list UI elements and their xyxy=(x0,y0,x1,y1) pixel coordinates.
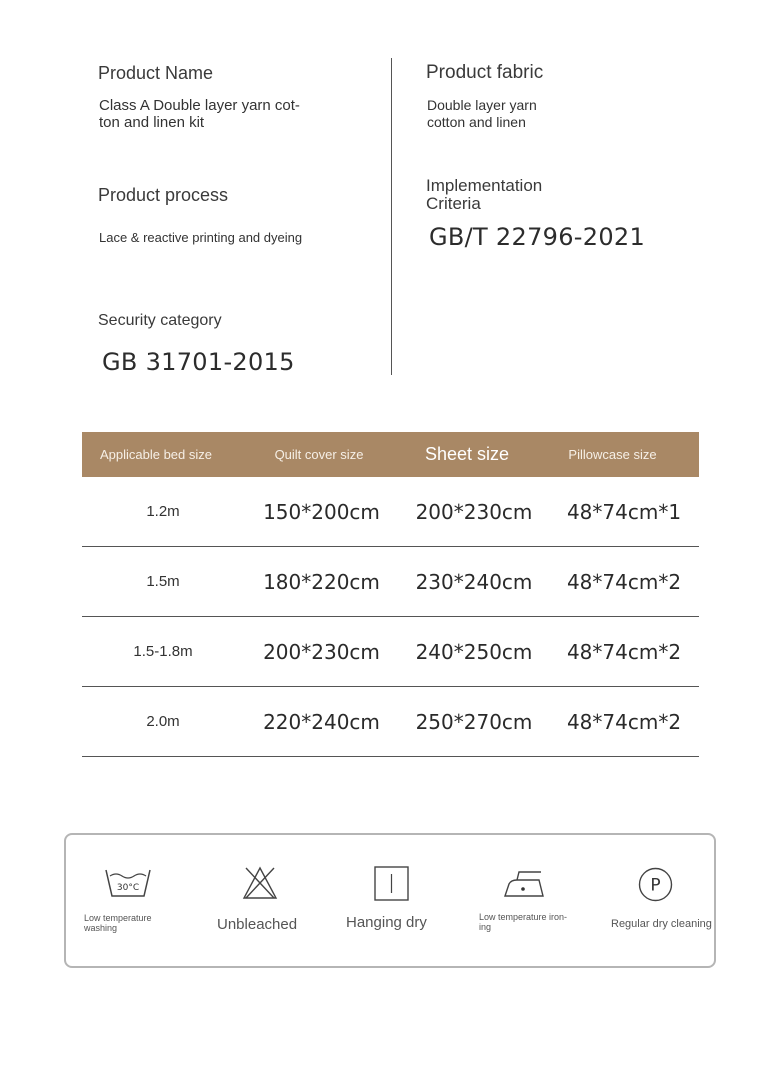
fabric-line1: Double layer yarn xyxy=(427,97,537,113)
cell-bed-size: 1.2m xyxy=(146,503,180,520)
cell-bed-size: 1.5m xyxy=(146,573,180,590)
cell-sheet-size: 250*270cm xyxy=(415,709,533,734)
cell-quilt-cover-size: 220*240cm xyxy=(263,709,380,734)
security-category-value: GB 31701-2015 xyxy=(102,348,295,376)
implementation-criteria-label xyxy=(426,177,542,213)
iron-label-line1: Low temperature iron- xyxy=(479,912,568,922)
cell-quilt-cover-size: 150*200cm xyxy=(263,499,380,524)
header-pillowcase-size: Pillowcase size xyxy=(568,447,657,462)
cell-quilt-cover-size: 200*230cm xyxy=(263,639,380,664)
product-process-label: Product process xyxy=(98,185,229,205)
care-label-unbleached: Unbleached xyxy=(217,916,298,933)
cell-quilt-cover-size: 180*220cm xyxy=(263,569,380,594)
cell-sheet-size: 200*230cm xyxy=(415,499,533,524)
wash-30-icon xyxy=(104,866,152,900)
product-name-line1: Class A Double layer yarn cot- xyxy=(99,97,300,114)
iron-low-icon xyxy=(503,868,545,900)
table-row xyxy=(82,477,699,547)
table-row xyxy=(82,547,699,617)
cell-pillowcase-size: 48*74cm*2 xyxy=(566,569,682,594)
care-label-ironing xyxy=(479,912,567,932)
cell-pillowcase-size: 48*74cm*2 xyxy=(566,709,682,734)
dry-clean-letter: P xyxy=(650,875,661,896)
table-row xyxy=(82,687,699,757)
cell-pillowcase-size: 48*74cm*2 xyxy=(566,639,682,664)
product-name-value xyxy=(99,97,300,131)
header-sheet-size: Sheet size xyxy=(424,444,510,464)
table-row xyxy=(82,617,699,687)
iron-label-line2: ing xyxy=(479,922,492,932)
implementation-criteria-value: GB/T 22796-2021 xyxy=(429,223,646,251)
column-divider xyxy=(391,58,392,375)
wash-label-line2: washing xyxy=(84,923,118,933)
size-table xyxy=(82,432,699,757)
security-category-label: Security category xyxy=(98,312,222,329)
wash-temp-text: 30°C xyxy=(116,883,140,893)
product-process-value: Lace & reactive printing and dyeing xyxy=(99,230,303,245)
cell-pillowcase-size: 48*74cm*1 xyxy=(566,499,682,524)
care-label-dry-cleaning: Regular dry cleaning xyxy=(611,918,712,930)
wash-label-line1: Low temperature xyxy=(84,913,152,923)
criteria-label-line2: Criteria xyxy=(426,194,481,213)
hang-dry-icon xyxy=(374,866,409,901)
product-fabric-label: Product fabric xyxy=(426,62,544,83)
cell-sheet-size: 240*250cm xyxy=(415,639,533,664)
care-label-wash xyxy=(84,913,152,933)
header-quilt-cover-size: Quilt cover size xyxy=(274,447,364,462)
size-table-header xyxy=(82,432,699,477)
header-bed-size: Applicable bed size xyxy=(99,447,213,462)
criteria-label-line1: Implementation xyxy=(426,176,543,195)
cell-sheet-size: 230*240cm xyxy=(415,569,533,594)
product-name-line2: ton and linen kit xyxy=(99,114,205,131)
dry-clean-p-icon xyxy=(638,867,673,902)
cell-bed-size: 1.5-1.8m xyxy=(133,643,193,660)
product-fabric-value xyxy=(427,97,537,131)
no-bleach-icon xyxy=(242,866,278,900)
product-name-label: Product Name xyxy=(98,63,214,83)
fabric-line2: cotton and linen xyxy=(427,114,526,130)
care-label-hanging-dry: Hanging dry xyxy=(346,914,427,931)
cell-bed-size: 2.0m xyxy=(146,713,180,730)
